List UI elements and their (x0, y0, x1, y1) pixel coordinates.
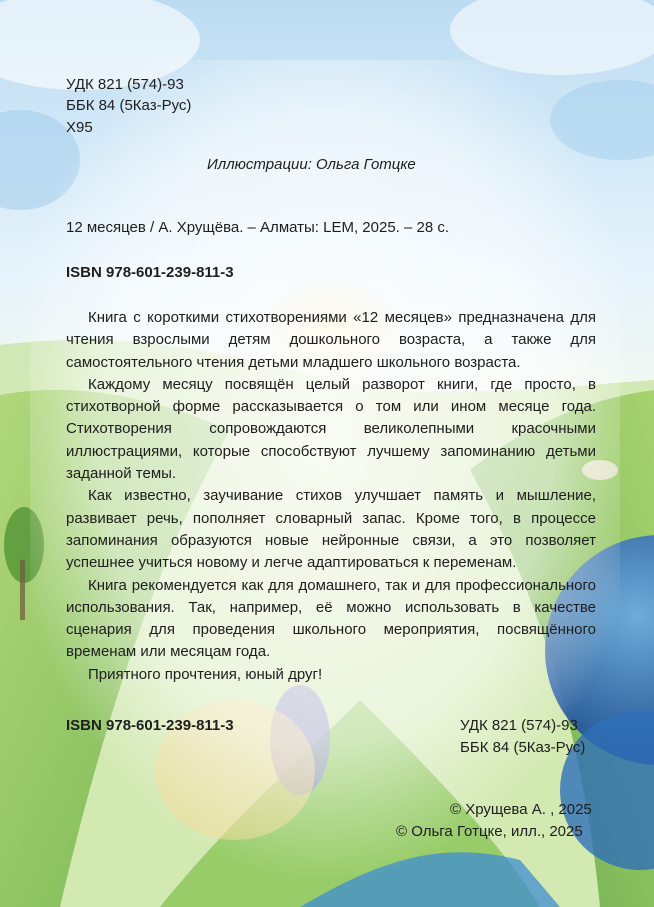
isbn: ISBN 978-601-239-811-3 (66, 264, 234, 281)
bbk-code: ББК 84 (5Каз-Рус) (66, 97, 192, 114)
paragraph: Книга с короткими стихотворениями «12 месяцев» предназначена для чтения взрослыми детям дошкольного возраста, а также для самостоятельного чтения детьми младшего школьного возраста. (66, 309, 596, 371)
footer-udk: УДК 821 (574)-93 (460, 717, 578, 734)
citation: 12 месяцев / А. Хрущёва. – Алматы: LEM, 2025. – 28 с. (66, 219, 450, 236)
copyright-illustrator: © Ольга Готцке, илл., 2025 (396, 823, 583, 840)
copyright-author: © Хрущева А. , 2025 (450, 801, 592, 818)
author-mark: Х95 (66, 119, 93, 136)
illustrations-credit: Иллюстрации: Ольга Готцке (207, 156, 416, 173)
paragraph: Книга рекомендуется как для домашнего, так и для профессионального использования. Так, например, её можно использовать в качестве сценария для проведения школьного мероприятия, посвящённого временам или месяцам года. (66, 576, 596, 661)
udk-code: УДК 821 (574)-93 (66, 76, 184, 93)
footer-bbk: ББК 84 (5Каз-Рус) (460, 739, 586, 756)
annotation-text (66, 307, 596, 686)
paragraph: Приятного прочтения, юный друг! (88, 665, 323, 683)
footer-isbn: ISBN 978-601-239-811-3 (66, 717, 234, 734)
paragraph: Как известно, заучивание стихов улучшает память и мышление, развивает речь, пополняет словарный запас. Кроме того, в процессе запоминания образуются новые нейронные связи, а это позволяет успешнее учиться новому и легче адаптироваться к переменам. (66, 487, 596, 572)
paragraph: Каждому месяцу посвящён целый разворот книги, где просто, в стихотворной форме рассказывается о том или ином месяце года. Стихотворения сопровождаются великолепными красочными иллюстрациями, которые способствуют лучшему запоминанию детьми заданной темы. (66, 375, 596, 483)
